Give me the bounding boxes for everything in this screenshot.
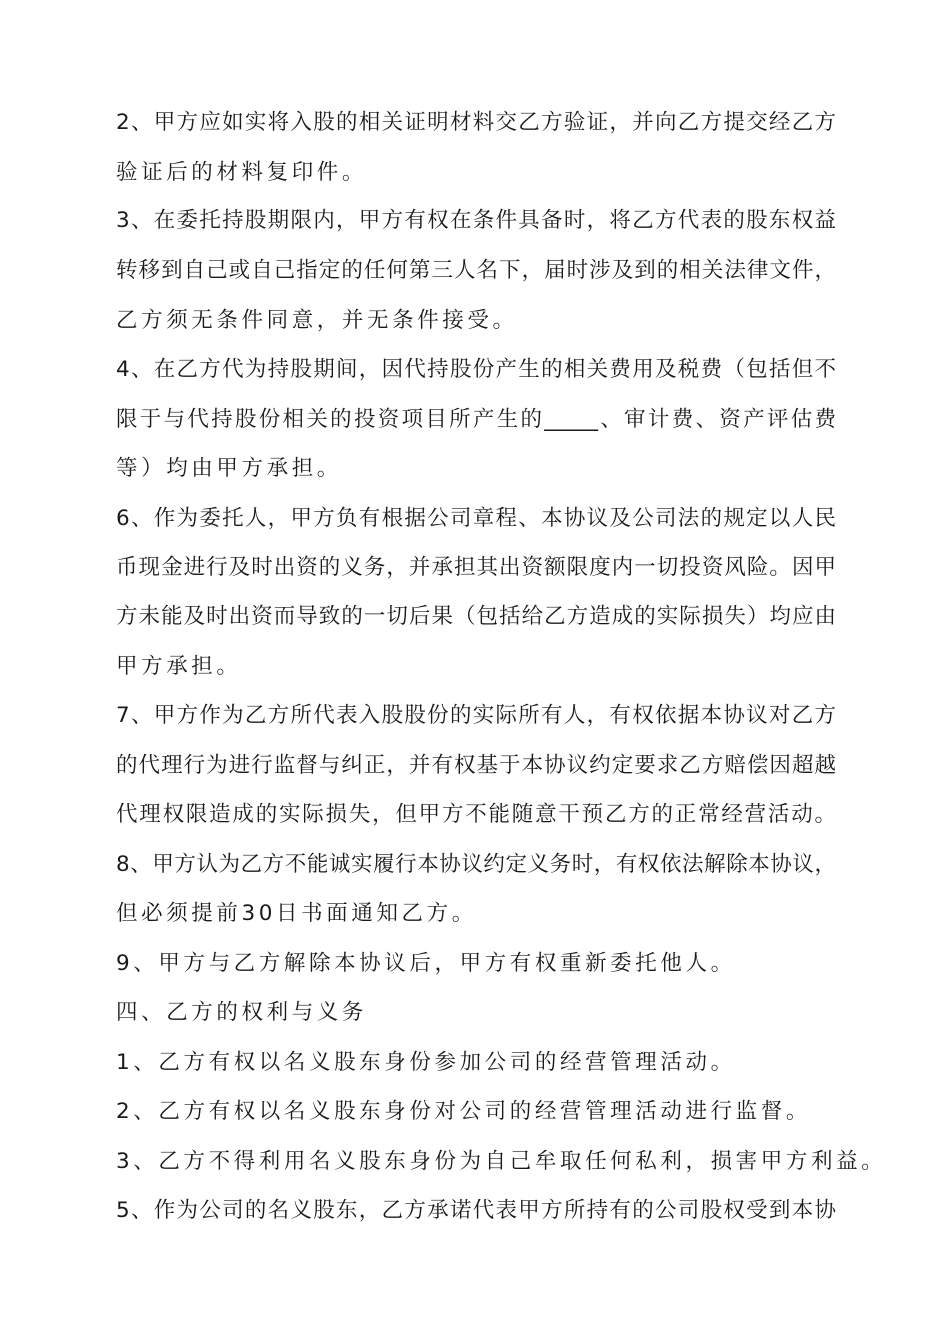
text-line: 4、在乙方代为持股期间，因代持股份产生的相关费用及税费（包括但不 [116,357,836,382]
text-line: 5、作为公司的名义股东，乙方承诺代表甲方所持有的公司股权受到本协 [116,1198,836,1223]
text-line: 代理权限造成的实际损失，但甲方不能随意干预乙方的正常经营活动。 [116,802,836,827]
text-line: 甲方承担。 [116,654,242,679]
text-line: 2、甲方应如实将入股的相关证明材料交乙方验证，并向乙方提交经乙方 [116,110,836,135]
text-line: 1、乙方有权以名义股东身份参加公司的经营管理活动。 [116,1050,736,1075]
text-line: 验证后的材料复印件。 [116,160,368,185]
text-line: 6、作为委托人，甲方负有根据公司章程、本协议及公司法的规定以人民 [116,506,836,531]
text-line: 但必须提前30日书面通知乙方。 [116,901,477,926]
text-line: 2、乙方有权以名义股东身份对公司的经营管理活动进行监督。 [116,1099,811,1124]
text-line: 8、甲方认为乙方不能诚实履行本协议约定义务时，有权依法解除本协议， [116,852,836,877]
text-line: 币现金进行及时出资的义务，并承担其出资额限度内一切投资风险。因甲 [116,555,836,580]
text-line: 3、乙方不得利用名义股东身份为自己牟取任何私利，损害甲方利益。 [116,1149,887,1174]
text-line: 的代理行为进行监督与纠正，并有权基于本协议约定要求乙方赔偿因超越 [116,753,836,778]
text-line: 转移到自己或自己指定的任何第三人名下，届时涉及到的相关法律文件， [116,258,836,283]
text-line: 等）均由甲方承担。 [116,456,342,481]
text-line: 7、甲方作为乙方所代表入股股份的实际所有人，有权依据本协议对乙方 [116,703,836,728]
text-line: 乙方须无条件同意，并无条件接受。 [116,308,518,333]
text-line: 方未能及时出资而导致的一切后果（包括给乙方造成的实际损失）均应由 [116,604,836,629]
section-heading: 四、乙方的权利与义务 [116,1000,368,1025]
text-line: 限于与代持股份相关的投资项目所产生的_____、审计费、资产评估费 [116,407,836,432]
text-line: 3、在委托持股期限内，甲方有权在条件具备时，将乙方代表的股东权益 [116,208,836,233]
text-line: 9、甲方与乙方解除本协议后，甲方有权重新委托他人。 [116,951,736,976]
